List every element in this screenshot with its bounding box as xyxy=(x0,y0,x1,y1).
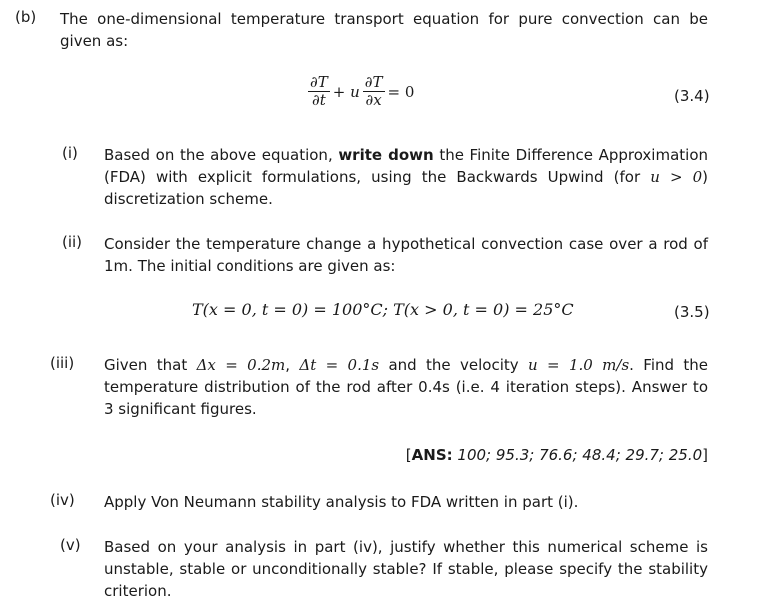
question-v-label: (v) xyxy=(60,536,81,554)
delta-t-value: Δt = 0.1s xyxy=(299,356,380,374)
equation-number-3-4: (3.4) xyxy=(674,87,710,105)
question-iv-text: Apply Von Neumann stability analysis to FDA written in part (i). xyxy=(104,493,579,511)
answer-label: ANS: xyxy=(411,446,453,464)
question-i-label: (i) xyxy=(62,144,78,162)
fraction-denominator: ∂t xyxy=(311,91,326,109)
part-label: (b) xyxy=(15,8,37,26)
plus-u-term: + u xyxy=(332,82,360,101)
intro-text: The one-dimensional temperature transport equation for pure convection can be given as: xyxy=(60,10,708,50)
fraction-denominator: ∂x xyxy=(365,91,382,109)
fraction-dT-dt xyxy=(308,74,330,109)
question-iii-text: Given that Δx = 0.2m, Δt = 0.1s and the velocity u = 1.0 m/s. Find the temperature distribution of the rod after 0.4s (i.e. 4 iteration steps). Answer to 3 significant figures. xyxy=(104,356,708,418)
question-iv-label: (iv) xyxy=(50,491,75,509)
write-down-emphasis: write down xyxy=(338,146,434,164)
delta-x-value: Δx = 0.2m xyxy=(196,356,286,374)
question-v-text: Based on your analysis in part (iv), justify whether this numerical scheme is unstable, stable or unconditionally stable? If stable, please specify the stability criterion. xyxy=(104,538,708,600)
question-ii-label: (ii) xyxy=(62,233,83,251)
equation-3-5: T(x = 0, t = 0) = 100°C; T(x > 0, t = 0) = 25°C xyxy=(192,300,574,319)
question-i-text: Based on the above equation, write down the Finite Difference Approximation (FDA) with explicit formulations, using the Backwards Upwind (for u > 0) discretization scheme. xyxy=(104,146,709,208)
equation-number-3-5: (3.5) xyxy=(674,303,710,321)
equals-zero: = 0 xyxy=(387,82,415,101)
answer-values: 100; 95.3; 76.6; 48.4; 29.7; 25.0 xyxy=(457,446,703,464)
question-ii-text: Consider the temperature change a hypothetical convection case over a rod of 1m. The initial conditions are given as: xyxy=(104,235,708,275)
condition-u-positive: u > 0 xyxy=(650,168,703,186)
fraction-numerator: ∂T xyxy=(364,73,383,91)
question-iii-label: (iii) xyxy=(50,354,75,372)
equation-3-4 xyxy=(308,74,414,109)
fraction-numerator: ∂T xyxy=(310,73,328,91)
velocity-value: u = 1.0 m/s xyxy=(528,356,630,374)
answer-line: [ANS: 100; 95.3; 76.6; 48.4; 29.7; 25.0] xyxy=(405,446,708,464)
fraction-dT-dx xyxy=(363,74,385,109)
